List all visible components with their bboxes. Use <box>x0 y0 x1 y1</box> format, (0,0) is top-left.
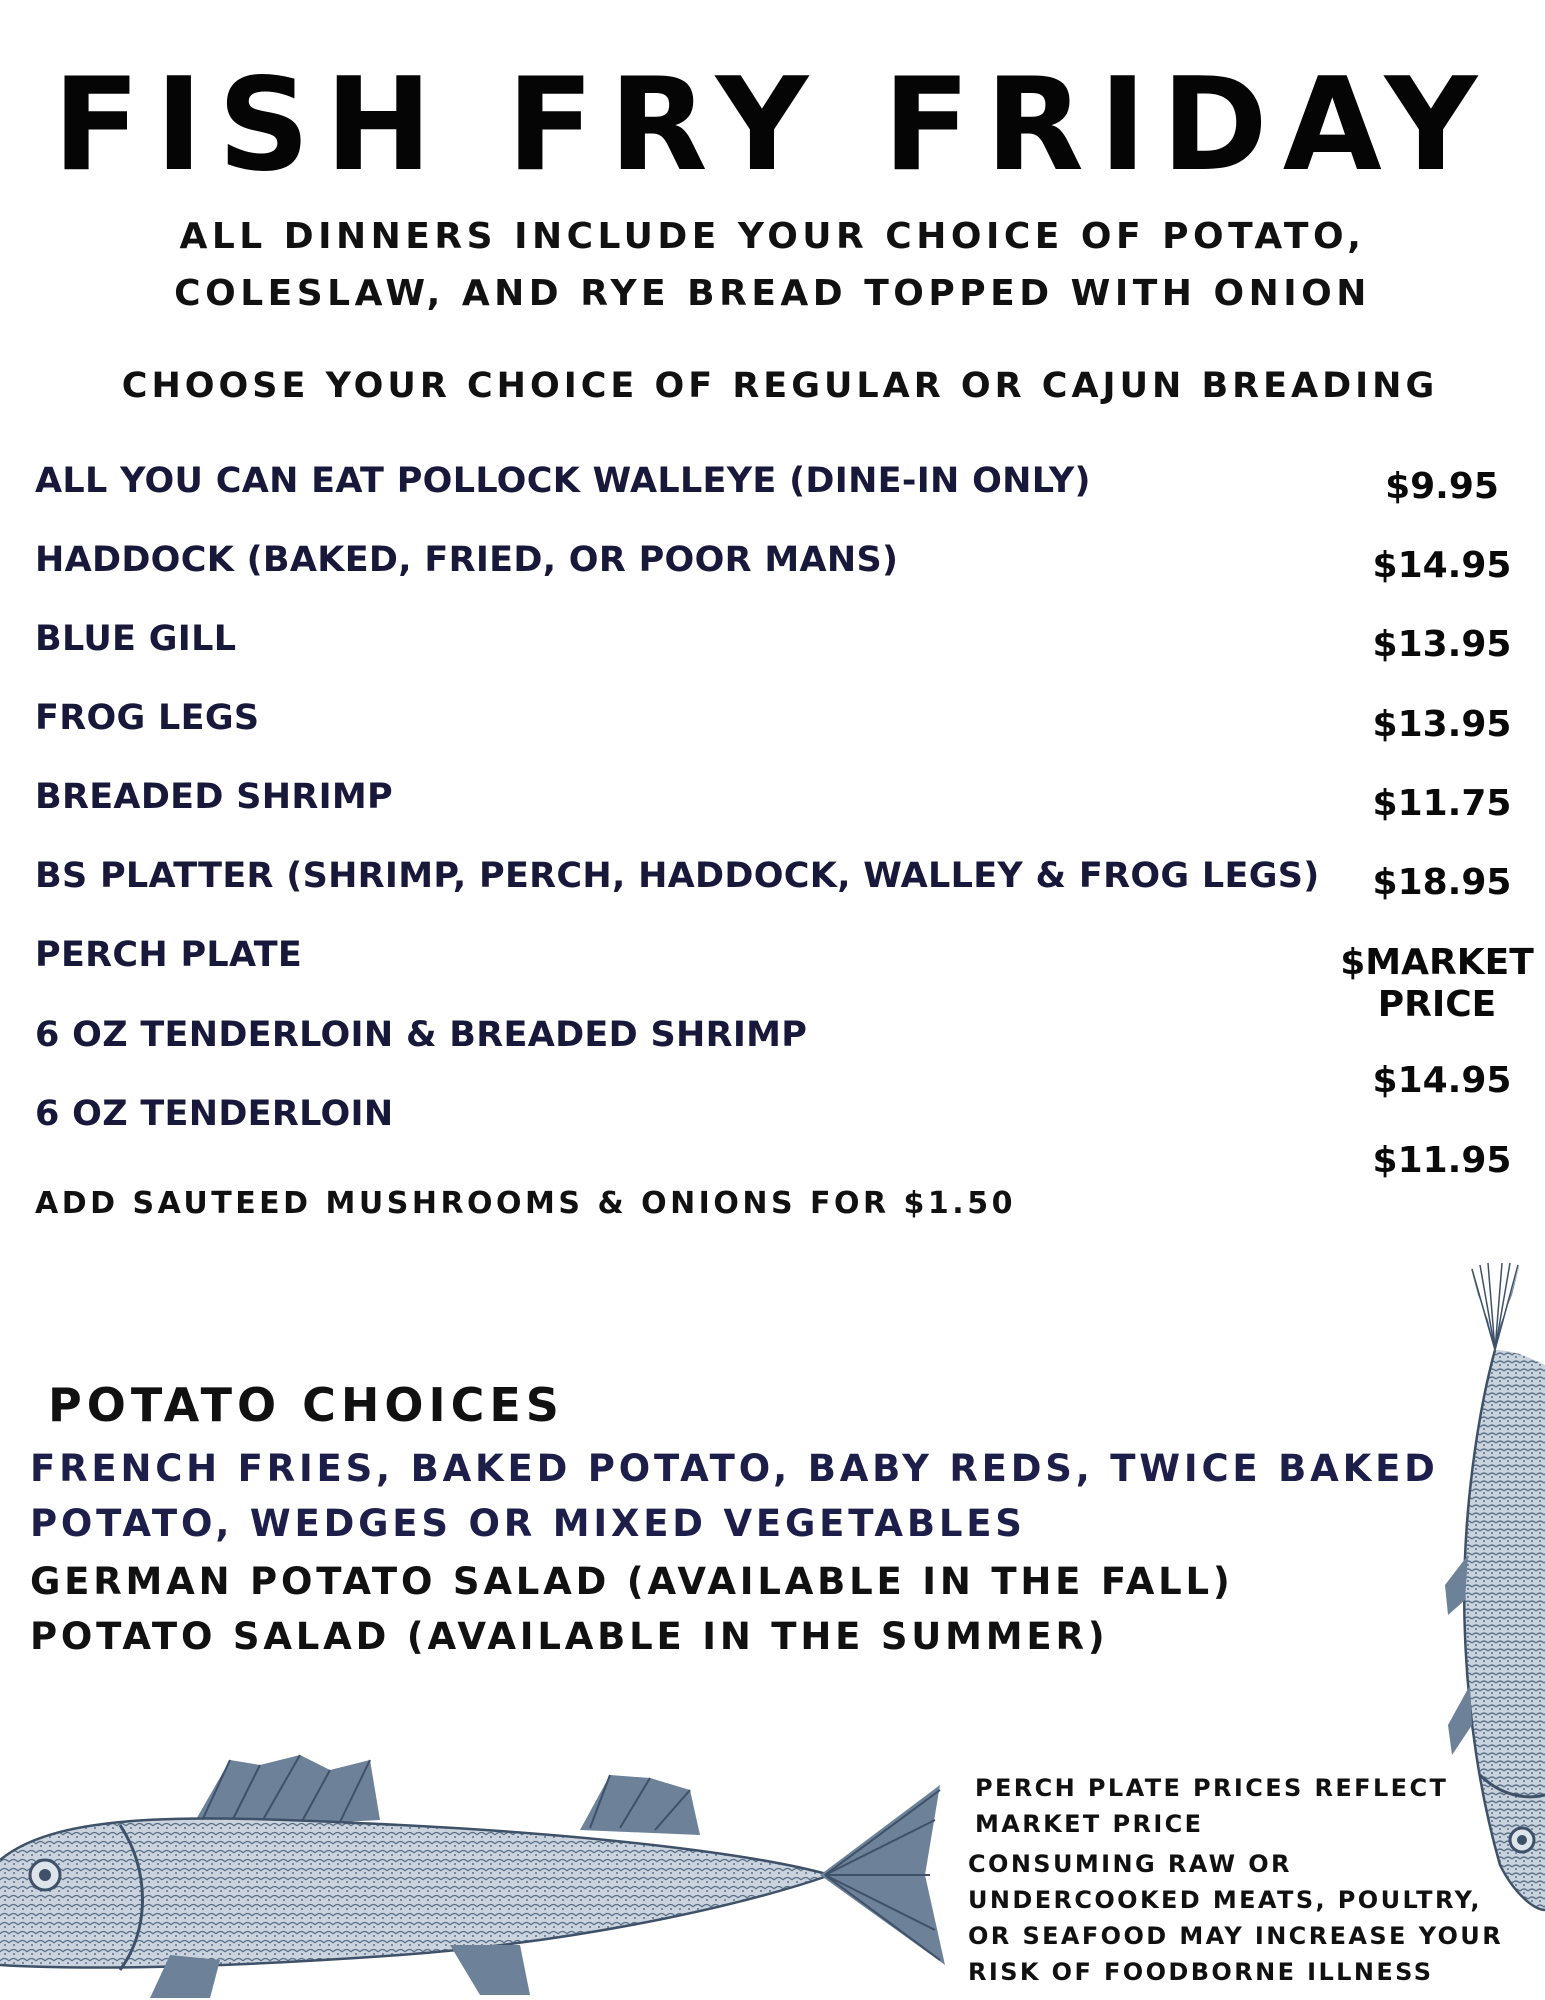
menu-item-name: BREADED SHRIMP <box>35 777 393 817</box>
potato-option-line: FRENCH FRIES, BAKED POTATO, BABY REDS, TWICE BAKED <box>30 1447 1439 1490</box>
menu-item-price: $14.95 <box>1372 1060 1512 1101</box>
perch-price-notice <box>975 1770 1448 1842</box>
menu-item-name: 6 OZ TENDERLOIN <box>35 1094 394 1134</box>
fish-engraving-icon <box>0 1740 950 2000</box>
menu-item-name: ALL YOU CAN EAT POLLOCK WALLEYE (DINE-IN ONLY) <box>35 461 1091 501</box>
notice-line: OR SEAFOOD MAY INCREASE YOUR <box>968 1922 1504 1950</box>
menu-item-price: $13.95 <box>1372 704 1512 745</box>
price-line: PRICE <box>1377 984 1497 1025</box>
menu-item-name: HADDOCK (BAKED, FRIED, OR POOR MANS) <box>35 540 899 580</box>
breading-note: CHOOSE YOUR CHOICE OF REGULAR OR CAJUN BREADING <box>121 366 1439 406</box>
potato-option-line: POTATO SALAD (AVAILABLE IN THE SUMMER) <box>30 1615 1109 1658</box>
addon-note: ADD SAUTEED MUSHROOMS & ONIONS FOR $1.50 <box>35 1186 1016 1221</box>
subtitle-line: ALL DINNERS INCLUDE YOUR CHOICE OF POTATO, <box>179 216 1366 257</box>
page-title: FISH FRY FRIDAY <box>52 51 1493 200</box>
notice-line: RISK OF FOODBORNE ILLNESS <box>968 1958 1434 1986</box>
potato-option-line: GERMAN POTATO SALAD (AVAILABLE IN THE FALL) <box>30 1560 1234 1603</box>
menu-item-name: FROG LEGS <box>35 698 260 738</box>
potato-choices-heading: POTATO CHOICES <box>48 1378 564 1432</box>
food-safety-notice <box>968 1846 1503 1990</box>
menu-item-price: $13.95 <box>1372 624 1512 665</box>
menu-item-price: $11.75 <box>1372 783 1512 824</box>
notice-line: PERCH PLATE PRICES REFLECT <box>975 1774 1449 1802</box>
notice-line: CONSUMING RAW OR <box>968 1850 1292 1878</box>
fish-engraving-icon <box>1440 1255 1545 1915</box>
menu-item-price <box>1337 942 1537 1026</box>
price-line: $MARKET <box>1340 942 1534 983</box>
menu-item-price: $14.95 <box>1372 545 1512 586</box>
menu-item-price: $18.95 <box>1372 862 1512 903</box>
menu-item-price: $9.95 <box>1385 466 1499 507</box>
subtitle-line: COLESLAW, AND RYE BREAD TOPPED WITH ONION <box>174 273 1371 314</box>
notice-line: MARKET PRICE <box>975 1810 1204 1838</box>
menu-item-name: BLUE GILL <box>35 619 237 659</box>
dinner-includes-note <box>0 208 1545 322</box>
notice-line: UNDERCOOKED MEATS, POULTRY, <box>968 1886 1482 1914</box>
potato-option-line: POTATO, WEDGES OR MIXED VEGETABLES <box>30 1502 1026 1545</box>
menu-item-name: PERCH PLATE <box>35 935 303 975</box>
menu-item-price: $11.95 <box>1372 1140 1512 1181</box>
menu-item-name: BS PLATTER (SHRIMP, PERCH, HADDOCK, WALLEY & FROG LEGS) <box>35 856 1320 896</box>
menu-item-name: 6 OZ TENDERLOIN & BREADED SHRIMP <box>35 1015 808 1055</box>
